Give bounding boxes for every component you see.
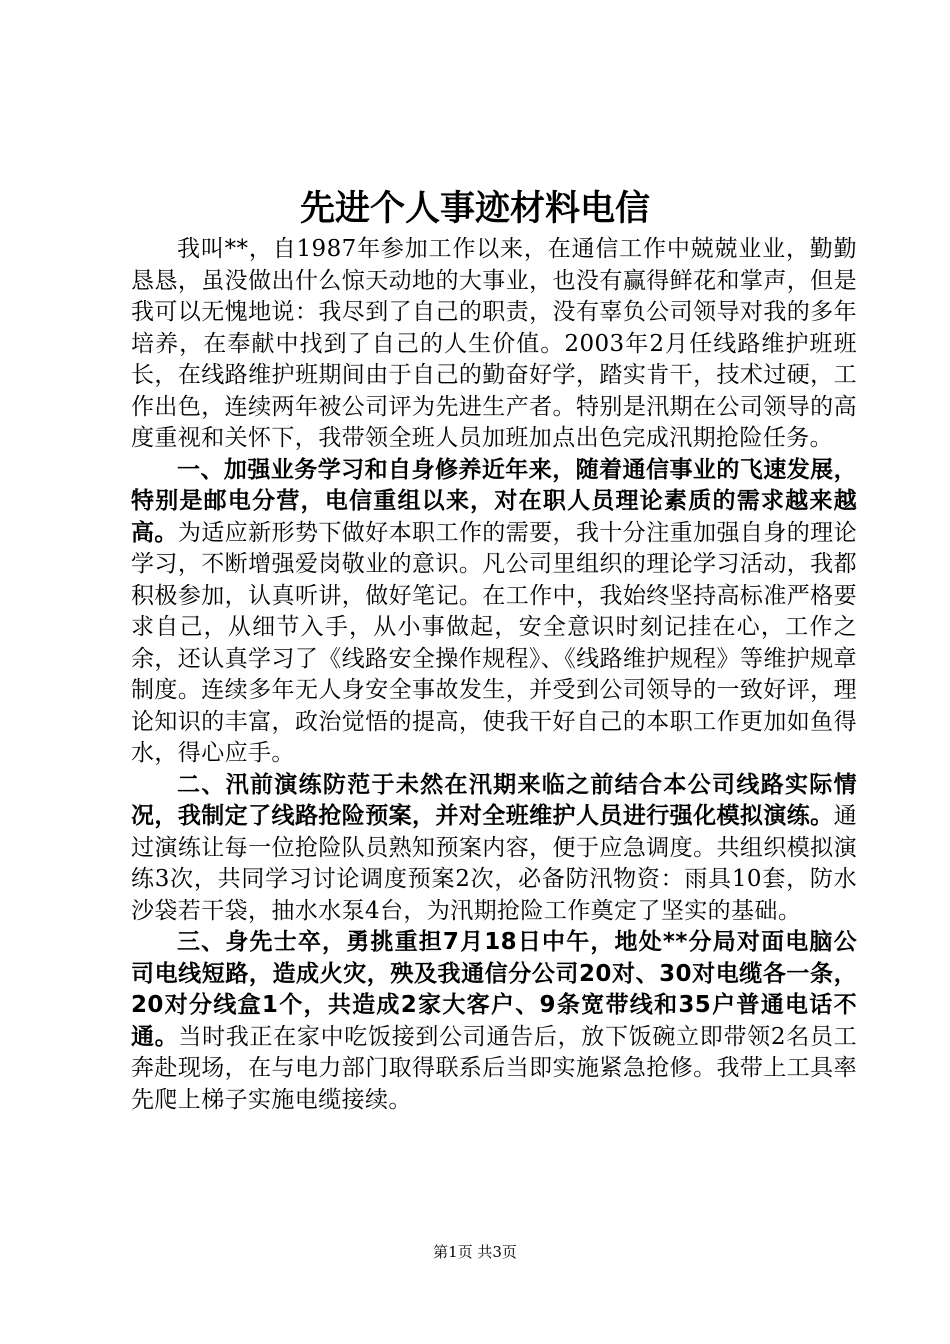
- document-title: 先进个人事迹材料电信: [299, 189, 650, 229]
- paragraph-text: 我叫**，自1987年参加工作以来，在通信工作中兢兢业业，勤勤恳恳，虽没做出什么惊天动地的大事业，也没有赢得鲜花和掌声，但是我可以无愧地说：我尽到了自己的职责，没有辜负公司领导对我的多年培养，在奉献中找到了自己的人生价值。2003年2月任线路维护班班长，在线路维护班期间由于自己的勤奋好学，踏实肯干，技术过硬，工作出色，连续两年被公司评为先进生产者。特别是汛期在公司领导的高度重视和关怀下，我带领全班人员加班加点出色完成汛期抢险任务。: [131, 236, 857, 451]
- page-footer: 第1页 共3页: [433, 1243, 517, 1261]
- paragraph-lead: 二、汛前演练防范于未然在汛期来临之前结合本公司线路实际情况，我制定了线路抢险预案，并对全班维护人员进行强化模拟演练。: [131, 771, 857, 829]
- paragraph-intro: [131, 234, 857, 455]
- paragraph-section-3: [131, 927, 857, 1116]
- paragraph-lead: 一、加强业务学习和自身修养近年来，随着通信事业的飞速发展，特别是邮电分营，电信重组以来，对在职人员理论素质的需求越来越高。: [131, 456, 857, 546]
- paragraph-text: 通过演练让每一位抢险队员熟知预案内容，便于应急调度。共组织模拟演练3次，共同学习讨论调度预案2次，必备防汛物资：雨具10套，防水沙袋若干袋，抽水水泵4台，为汛期抢险工作奠定了坚实的基础。: [131, 803, 857, 924]
- paragraph-section-2: [131, 770, 857, 928]
- paragraph-section-1: [131, 455, 857, 770]
- paragraph-lead: 三、身先士卒，勇挑重担7月18日中午，地处**分局对面电脑公司电线短路，造成火灾，殃及我通信分公司20对、30对电缆各一条，20对分线盒1个，共造成2家大客户、9条宽带线和35户普通电话不通。: [131, 929, 857, 1050]
- paragraph-text: 当时我正在家中吃饭接到公司通告后，放下饭碗立即带领2名员工奔赴现场，在与电力部门取得联系后当即实施紧急抢修。我带上工具率先爬上梯子实施电缆接续。: [131, 1023, 857, 1113]
- paragraph-text: 为适应新形势下做好本职工作的需要，我十分注重加强自身的理论学习，不断增强爱岗敬业的意识。凡公司里组织的理论学习活动，我都积极参加，认真听讲，做好笔记。在工作中，我始终坚持高标准严格要求自己，从细节入手，从小事做起，安全意识时刻记挂在心，工作之余，还认真学习了《线路安全操作规程》、《线路维护规程》等维护规章制度。连续多年无人身安全事故发生，并受到公司领导的一致好评，理论知识的丰富，政治觉悟的提高，使我干好自己的本职工作更加如鱼得水，得心应手。: [131, 519, 857, 766]
- document-body: [131, 234, 857, 1116]
